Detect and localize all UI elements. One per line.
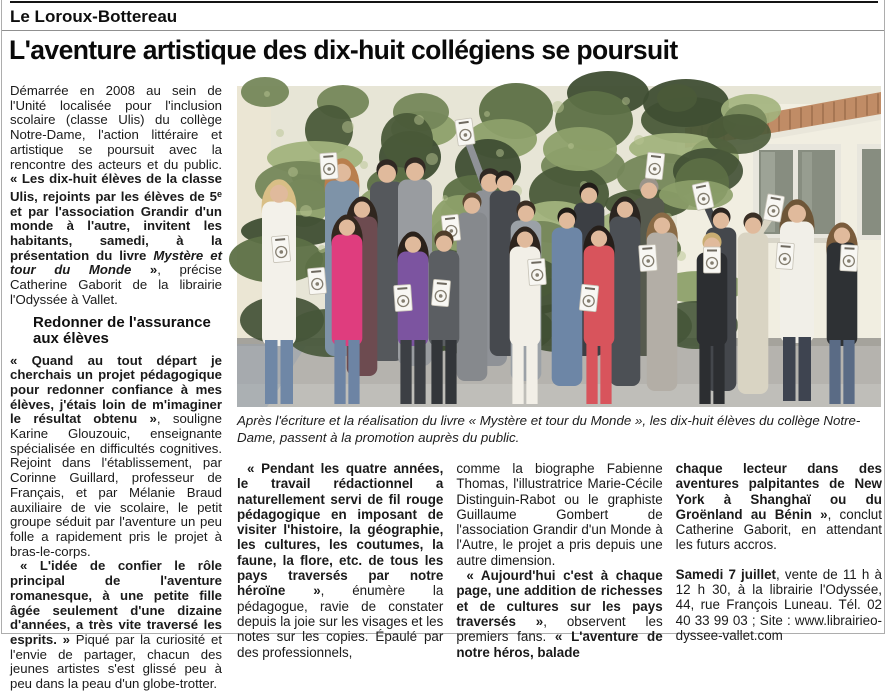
bottom-column-1 xyxy=(237,461,443,660)
article-bottom-columns xyxy=(237,461,882,660)
paragraph: « L'idée de confier le rôle principal de l'aventure romanesque, à une petite fille âgée seulement d'une dizaine d'années, a très vite traversé les esprits. » Piqué par la curiosité et l'envie de partager, chacun des jeunes artistes s'est glissé peu à peu dans la peau d'un globe-trotter. xyxy=(10,558,222,692)
paragraph: chaque lecteur dans des aventures palpitantes de New York à Shanghaï ou du Groënland au Bénin », conclut Catherine Gaborit, en attendant les futurs accros. xyxy=(675,461,882,553)
article-headline: L'aventure artistique des dix-huit collégiens se poursuit xyxy=(9,35,678,65)
top-rule xyxy=(10,1,878,3)
scan-edge-left xyxy=(1,0,2,634)
paragraph: comme la biographe Fabienne Thomas, l'illustratrice Marie-Cécile Distinguin-Rabot ou le graphiste Guillaume Gombert de l'association Grandir d'un Monde à l'Autre, le projet a pris depuis une autre dimension. xyxy=(456,461,663,568)
section-kicker: Le Loroux-Bottereau xyxy=(10,7,178,26)
paragraph: « Pendant les quatre années, le travail rédactionnel a naturellement servi de fil rouge pédagogique en imposant de visiter l'histoire, la géographie, les cultures, les coutumes, la faune, la flore, etc. de tous les pays traversés par notre héroïne », énumère la pédagogue, ravie de constater depuis la joie sur les visages et les notes sur les copies. Épaulé par des professionnels, xyxy=(237,461,444,660)
paragraph: Samedi 7 juillet, vente de 11 h à 12 h 30, à la librairie l'Odyssée, 44, rue François Luneau. Tél. 02 40 33 99 03 ; Site : www.librairieo-dyssee-vallet.com xyxy=(675,566,882,643)
paragraph: Démarrée en 2008 au sein de l'Unité localisée pour l'inclusion scolaire (classe Ulis) du collège Notre-Dame, l'action littéraire et artistique se poursuit avec la rencontre des acteurs et du public. « Les dix-huit élèves de la classe Ulis, rejoints par les élèves de 5e et par l'association Grandir d'un monde à l'autre, invitent les habitants, samedi, à la présentation du livre Mystère et tour du Monde », précise Catherine Gaborit de la librairie l'Odyssée à Vallet. xyxy=(10,83,223,307)
article-left-column xyxy=(10,84,222,692)
bottom-column-3 xyxy=(676,461,882,660)
paragraph: « Quand au tout départ je cherchais un projet pédagogique pour redonner confiance à mes élèves, j'étais loin de m'imaginer le résultat obtenu », souligne Karine Glouzouic, enseignante spécialisée en difficultés cognitives. Rejoint dans l'établissement, par Corinne Guillard, professeur de Français, et par Mélanie Braud auxiliaire de vie scolaire, le petit groupe séduit par l'aventure un peu folle a rapidement pris le projet à bras-le-corps. xyxy=(10,352,222,559)
scan-edge-right xyxy=(884,0,885,634)
bottom-column-2 xyxy=(456,461,662,660)
group-photo xyxy=(237,86,881,407)
paragraph: « Aujourd'hui c'est à chaque page, une addition de richesses et de cultures sur les pays traversés », observent les premiers fans. « L'aventure de notre héros, balade xyxy=(456,568,663,660)
photo-caption: Après l'écriture et la réalisation du livre « Mystère et tour du Monde », les dix-huit élèves du collège Notre-Dame, passent à la promotion auprès du public. xyxy=(237,413,861,445)
subheading: Redonner de l'assurance aux élèves xyxy=(33,313,211,348)
kicker-rule xyxy=(2,30,884,31)
